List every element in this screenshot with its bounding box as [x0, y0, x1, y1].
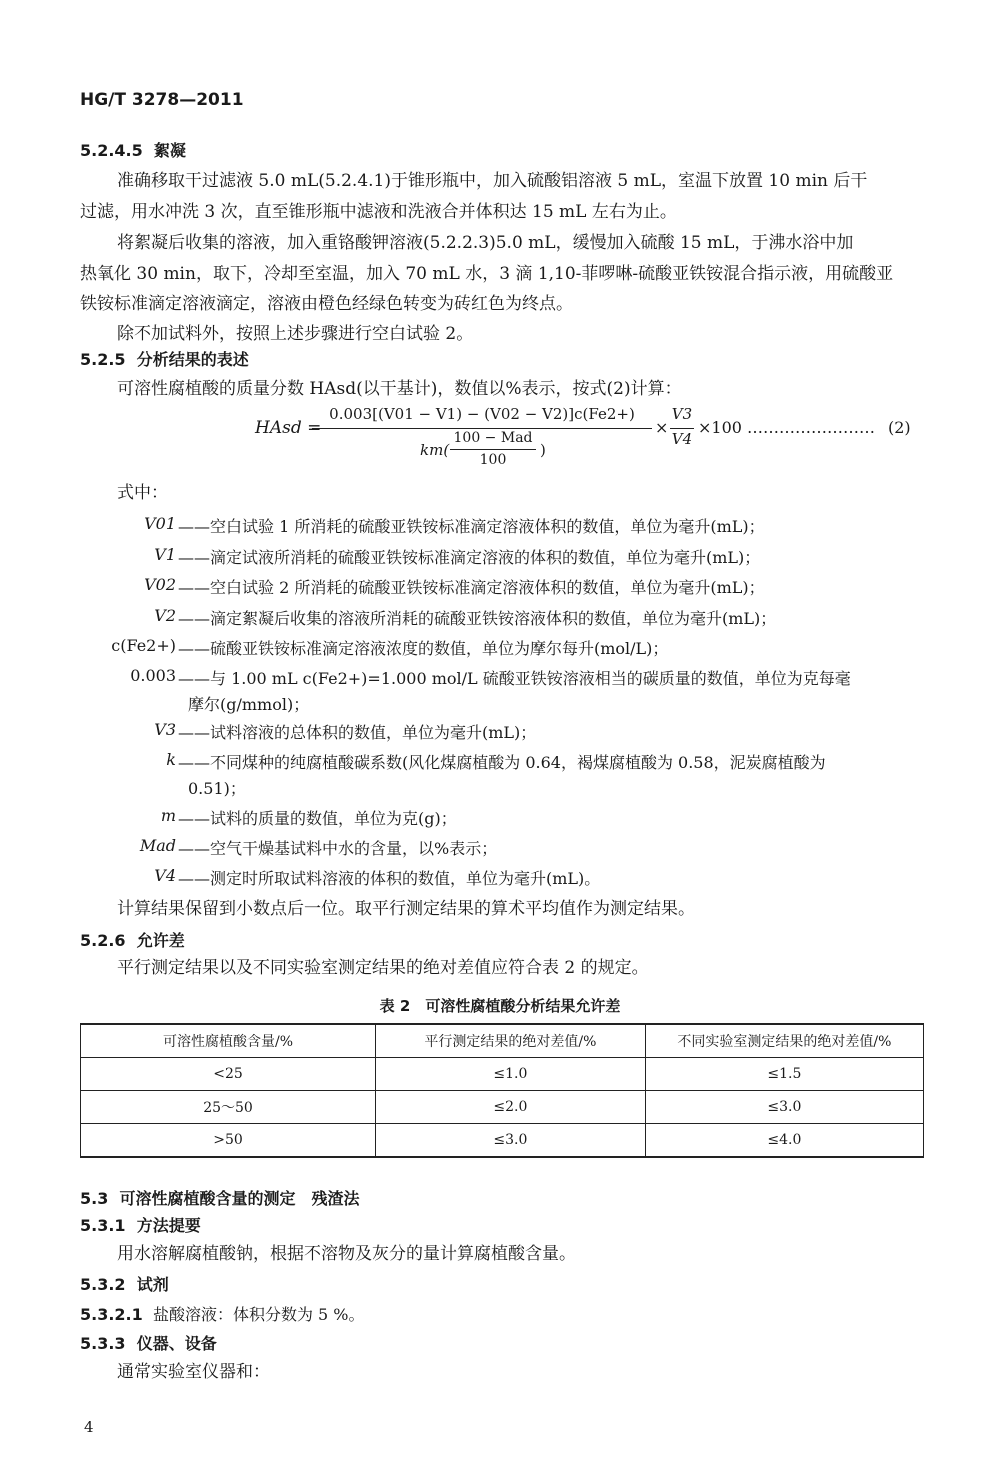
- fraction-bar: [670, 428, 694, 429]
- variable-description: ——试料的质量的数值，单位为克(g)；: [178, 809, 457, 828]
- table-cell: ≤3.0: [376, 1124, 646, 1158]
- variable-symbol: k: [166, 750, 176, 769]
- formula-denominator-prefix: km(: [420, 441, 450, 459]
- variable-description: ——试料溶液的总体积的数值，单位为毫升(mL)；: [178, 723, 537, 742]
- table-cell: <25: [81, 1058, 376, 1091]
- section-5245-heading: [80, 138, 186, 161]
- formula-times: ×: [655, 418, 669, 437]
- formula-tail: ×100 ……………………: [698, 418, 876, 437]
- variable-symbol: V4: [154, 866, 176, 885]
- paragraph-line: 将絮凝后收集的溶液，加入重铬酸钾溶液(5.2.2.3)5.0 mL，缓慢加入硫酸 15 mL，于沸水浴中加: [117, 233, 854, 253]
- inner-fraction-bar: [450, 449, 536, 450]
- table-cell: ≤3.0: [645, 1091, 923, 1124]
- section-title: 方法提要: [136, 1216, 201, 1235]
- table-cell: ≤1.0: [376, 1058, 646, 1091]
- table-cell: >50: [81, 1124, 376, 1158]
- section-number: 5.2.5: [80, 350, 126, 369]
- paragraph-line: 铁铵标准滴定溶液滴定，溶液由橙色经绿色转变为砖红色为终点。: [80, 294, 573, 314]
- standard-number: HG/T 3278—2011: [80, 90, 244, 110]
- variable-description-cont: 摩尔(g/mmol)；: [188, 695, 310, 714]
- variable-symbol: V01: [144, 514, 176, 533]
- section-533-heading: [80, 1331, 217, 1354]
- paragraph-line: 准确移取干过滤液 5.0 mL(5.2.4.1)于锥形瓶中，加入硫酸铝溶液 5 mL，室温下放置 10 min 后干: [117, 171, 868, 191]
- table-cell: ≤2.0: [376, 1091, 646, 1124]
- subsection-5321: [80, 1302, 365, 1325]
- section-title: 仪器、设备: [136, 1334, 217, 1353]
- variable-symbol: 0.003: [130, 666, 176, 685]
- table-row: [81, 1058, 924, 1091]
- table-cell: 25～50: [81, 1091, 376, 1124]
- paragraph-line: 盐酸溶液：体积分数为 5 %。: [152, 1305, 365, 1324]
- variable-description: ——空白试验 1 所消耗的硫酸亚铁铵标准滴定溶液体积的数值，单位为毫升(mL)；: [178, 517, 765, 536]
- paragraph-line: 除不加试料外，按照上述步骤进行空白试验 2。: [117, 324, 474, 344]
- variable-symbol: V1: [154, 545, 176, 564]
- table-row: [81, 1124, 924, 1158]
- table-cell: ≤1.5: [645, 1058, 923, 1091]
- variable-symbol: c(Fe2+): [111, 636, 176, 655]
- section-title: 试剂: [136, 1275, 169, 1294]
- section-title: 可溶性腐植酸含量的测定 残渣法: [119, 1189, 360, 1208]
- table-header-cell: 可溶性腐植酸含量/%: [81, 1024, 376, 1058]
- section-531-heading: [80, 1213, 201, 1236]
- variable-description-cont: 0.51)；: [188, 779, 246, 798]
- table-caption: 表 2 可溶性腐植酸分析结果允许差: [379, 997, 621, 1015]
- table-2: [80, 1023, 924, 1158]
- equation-number: (2): [888, 418, 911, 437]
- section-number: 5.3: [80, 1189, 109, 1208]
- variable-description: ——与 1.00 mL c(Fe2+)=1.000 mol/L 硫酸亚铁铵溶液相当的碳质量的数值，单位为克每毫: [178, 669, 851, 688]
- section-number: 5.3.1: [80, 1216, 126, 1235]
- formula-numerator: 0.003[(V01 − V1) − (V02 − V2)]c(Fe2+): [329, 405, 635, 423]
- table-header-row: [81, 1024, 924, 1058]
- section-526-heading: [80, 928, 185, 951]
- section-number: 5.2.4.5: [80, 141, 143, 160]
- section-title: 分析结果的表述: [136, 350, 249, 369]
- section-number: 5.3.2.1: [80, 1305, 143, 1324]
- formula-inner-numerator: 100 − Mad: [453, 430, 533, 446]
- paragraph-line: 过滤，用水冲洗 3 次，直至锥形瓶中滤液和洗液合并体积达 15 mL 左右为止。: [80, 202, 677, 222]
- section-532-heading: [80, 1272, 169, 1295]
- table-header-cell: 不同实验室测定结果的绝对差值/%: [645, 1024, 923, 1058]
- section-number: 5.3.2: [80, 1275, 126, 1294]
- section-53-heading: [80, 1186, 360, 1209]
- variable-symbol: V2: [154, 606, 176, 625]
- formula-denominator-suffix: ): [540, 441, 546, 459]
- variable-symbol: V02: [144, 575, 176, 594]
- section-number: 5.2.6: [80, 931, 126, 950]
- section-title: 絮凝: [153, 141, 186, 160]
- variable-description: ——空气干燥基试料中水的含量，以%表示；: [178, 839, 498, 858]
- formula-intro: 可溶性腐植酸的质量分数 HAsd(以干基计)，数值以%表示，按式(2)计算：: [117, 379, 682, 399]
- variable-symbol: V3: [154, 720, 176, 739]
- formula-v3: V3: [671, 405, 693, 423]
- fraction-bar: [312, 428, 652, 429]
- variable-description: ——空白试验 2 所消耗的硫酸亚铁铵标准滴定溶液体积的数值，单位为毫升(mL)；: [178, 578, 765, 597]
- variable-symbol: m: [160, 806, 176, 825]
- variable-description: ——滴定试液所消耗的硫酸亚铁铵标准滴定溶液的体积的数值，单位为毫升(mL)；: [178, 548, 761, 567]
- section-525-heading: [80, 347, 249, 370]
- section-number: 5.3.3: [80, 1334, 126, 1353]
- page-number: 4: [84, 1418, 94, 1436]
- variable-description: ——测定时所取试料溶液的体积的数值，单位为毫升(mL)。: [178, 869, 601, 888]
- paragraph-line: 热氧化 30 min，取下，冷却至室温，加入 70 mL 水，3 滴 1,10-菲啰啉-硫酸亚铁铵混合指示液，用硫酸亚: [80, 264, 894, 284]
- paragraph-line: 用水溶解腐植酸钠，根据不溶物及灰分的量计算腐植酸含量。: [117, 1244, 576, 1264]
- result-note: 计算结果保留到小数点后一位。取平行测定结果的算术平均值作为测定结果。: [117, 899, 695, 919]
- variable-description: ——硫酸亚铁铵标准滴定溶液浓度的数值，单位为摩尔每升(mol/L)；: [178, 639, 669, 658]
- variable-description: ——滴定絮凝后收集的溶液所消耗的硫酸亚铁铵溶液体积的数值，单位为毫升(mL)；: [178, 609, 777, 628]
- formula-v4: V4: [671, 430, 693, 448]
- variable-symbol: Mad: [139, 836, 176, 855]
- table-row: [81, 1091, 924, 1124]
- where-label: 式中：: [117, 483, 168, 503]
- section-title: 允许差: [136, 931, 185, 950]
- table-header-cell: 平行测定结果的绝对差值/%: [376, 1024, 646, 1058]
- formula-inner-denominator: 100: [479, 452, 507, 468]
- formula-lhs: HAsd =: [255, 418, 322, 438]
- paragraph-line: 平行测定结果以及不同实验室测定结果的绝对差值应符合表 2 的规定。: [117, 958, 649, 978]
- variable-description: ——不同煤种的纯腐植酸碳系数(风化煤腐植酸为 0.64，褐煤腐植酸为 0.58，泥炭腐植酸为: [178, 753, 826, 772]
- paragraph-line: 通常实验室仪器和：: [117, 1362, 270, 1382]
- table-cell: ≤4.0: [645, 1124, 923, 1158]
